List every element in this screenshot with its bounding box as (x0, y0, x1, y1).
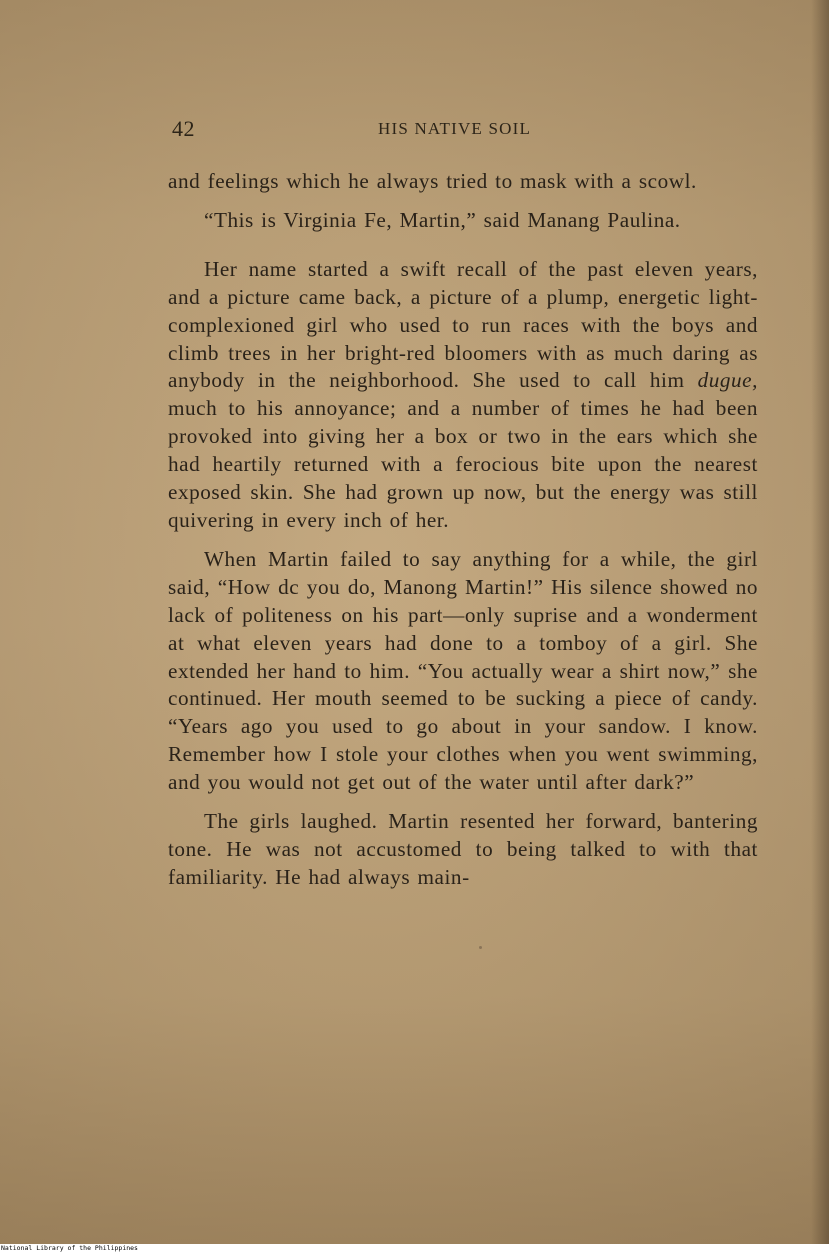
paragraph-introduction (168, 207, 758, 235)
italic-word: dugue, (697, 368, 758, 393)
paragraph-continuation (168, 168, 758, 196)
paragraph-laughter (168, 808, 758, 892)
page-number: 42 (172, 116, 195, 141)
ink-speck (479, 946, 482, 949)
running-title: HIS NATIVE SOIL (378, 119, 532, 138)
paragraph-text: Her name started a swift recall of the past eleven years, and a picture came back, a picture of a plump, energetic light-complexioned girl who used to run races with the boys and climb trees in her bright-red bloomers with as much daring as anybody in the neighborhood. She used to call him (168, 256, 758, 393)
body-text (168, 168, 758, 903)
paragraph-greeting (168, 546, 758, 797)
paragraph-text: and feelings which he always tried to mask with a scowl. (168, 169, 697, 193)
running-head (172, 116, 760, 146)
paragraph-recall (168, 256, 758, 535)
paragraph-text: When Martin failed to say anything for a while, the girl said, “How dc you do, Manong Martin!” His silence showed no lack of politeness on his part—only suprise and a wonderment at what eleven years had done to a tomboy of a girl. She extended her hand to him. “You actually wear a shirt now,” she continued. Her mouth seemed to be sucking a piece of candy. “Years ago you used to go about in your sandow. I know. Remember how I stole your clothes when you went swimming, and you would not get out of the water until after dark?” (168, 546, 758, 795)
paragraph-text: “This is Virginia Fe, Martin,” said Manang Paulina. (204, 207, 681, 232)
footer-strip (0, 1244, 829, 1253)
paragraph-text: The girls laughed. Martin resented her forward, bantering tone. He was not accustomed to being talked to with that familiarity. He had always main- (168, 809, 758, 889)
paragraph-text: much to his annoyance; and a number of times he had been provoked into giving her a box or two in the ears which she had heartily returned with a ferocious bite upon the nearest exposed skin. She had grown up now, but the energy was still quivering in every inch of her. (168, 396, 758, 532)
library-credit: National Library of the Philippines (1, 1244, 138, 1252)
